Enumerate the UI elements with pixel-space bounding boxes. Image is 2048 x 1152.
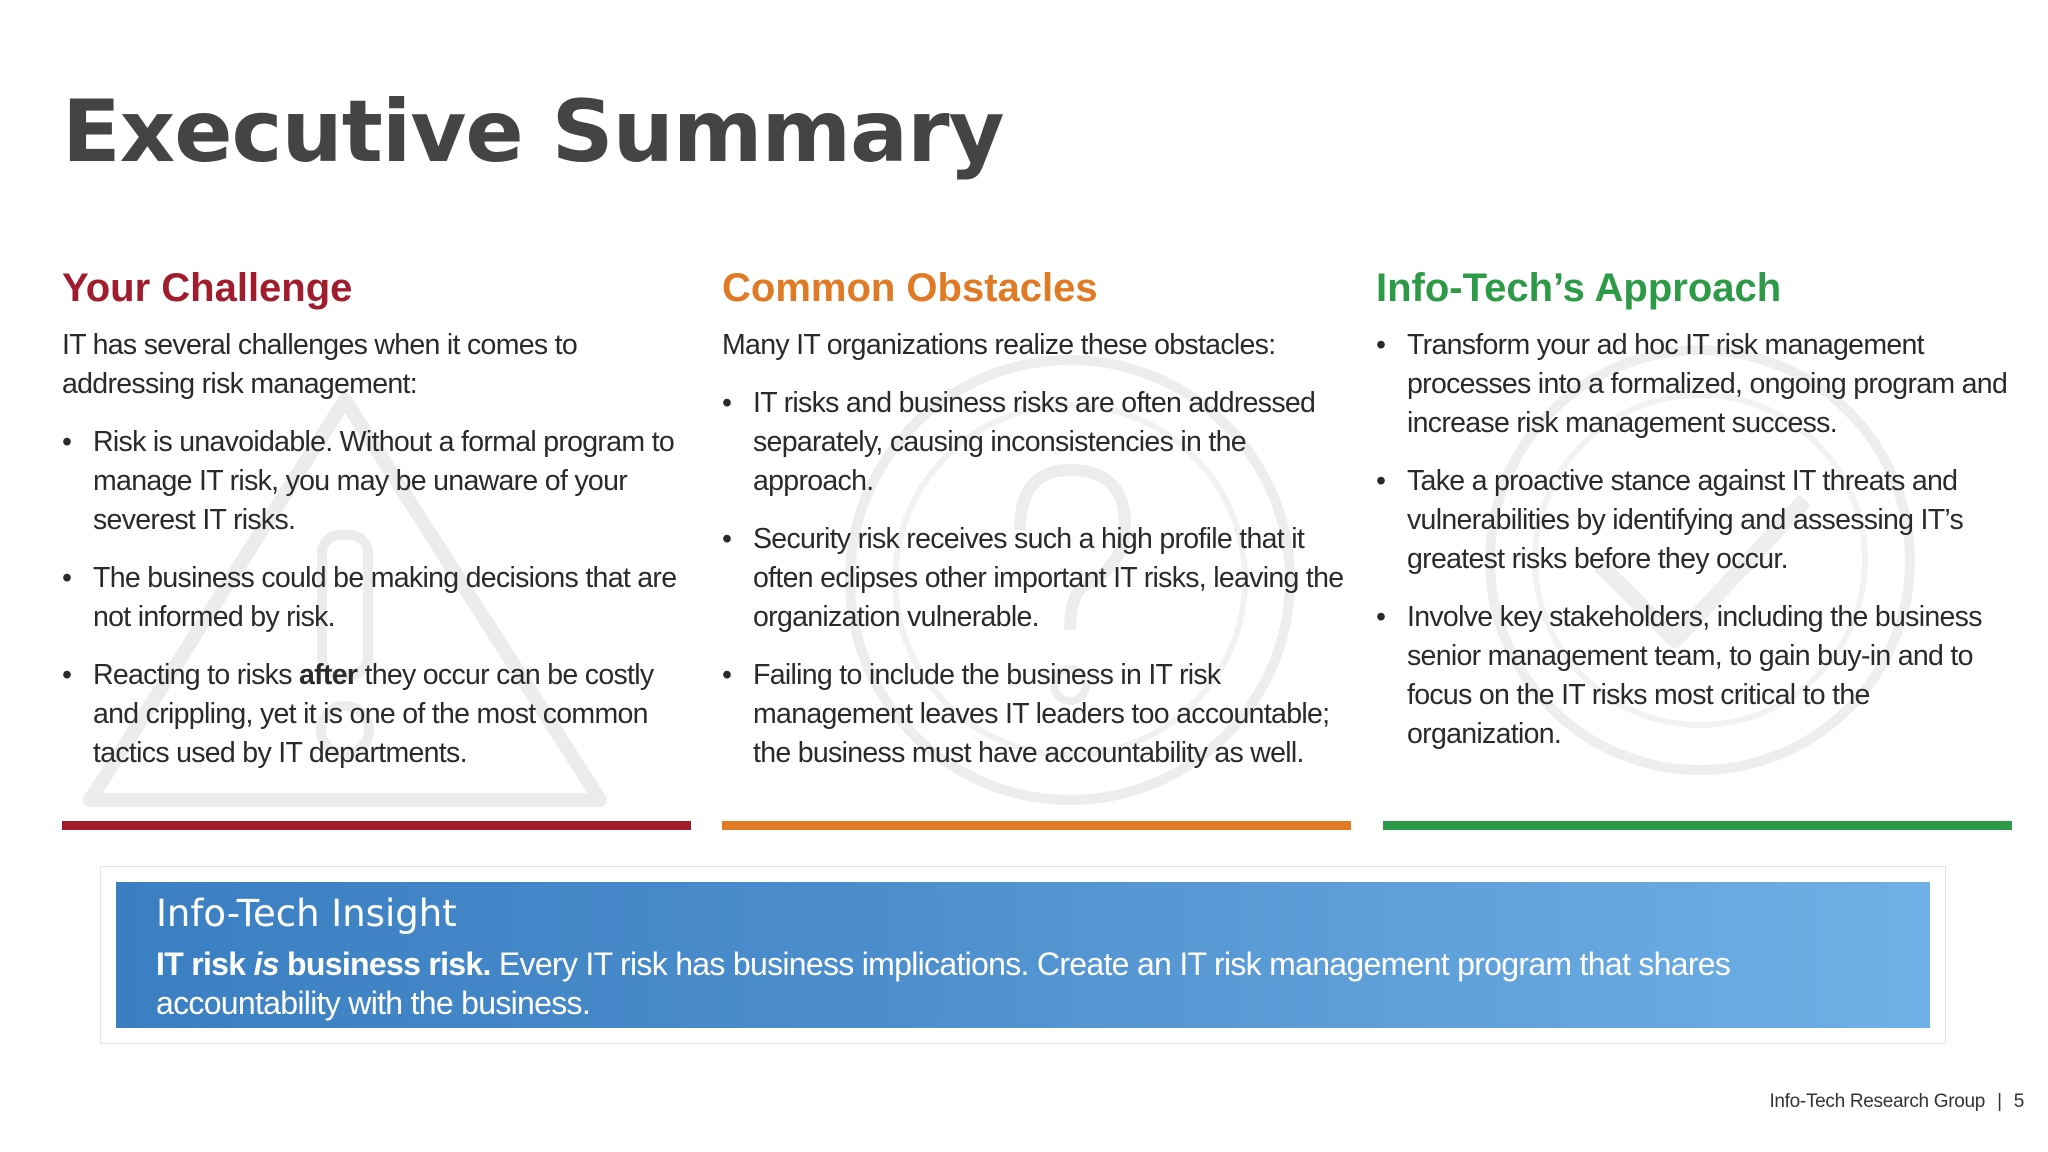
obstacles-divider: [722, 821, 1351, 830]
bullet-icon: •: [722, 387, 732, 419]
list-item-text: The business could be making decisions that are not informed by risk.: [93, 562, 677, 633]
challenge-column: [62, 262, 692, 792]
insight-lead-start: IT risk: [156, 946, 254, 982]
obstacles-list: [722, 384, 1352, 773]
footer-brand: Info-Tech Research Group: [1769, 1091, 1986, 1112]
bullet-icon: •: [722, 523, 732, 555]
list-item: [722, 520, 1352, 637]
list-item-text: Security risk receives such a high profile that it often eclipses other important IT risks, leaving the organization vulnerable.: [753, 523, 1344, 633]
list-item-text: Reacting to risks: [93, 659, 299, 691]
approach-column: [1376, 262, 2011, 773]
bullet-icon: •: [722, 659, 732, 691]
obstacles-heading: Common Obstacles: [722, 266, 1098, 310]
list-item: [62, 656, 692, 773]
approach-divider: [1383, 821, 2012, 830]
approach-list: [1376, 326, 2011, 754]
bullet-icon: •: [62, 426, 72, 458]
bullet-icon: •: [1376, 329, 1386, 361]
list-item: [62, 559, 692, 637]
bullet-icon: •: [1376, 465, 1386, 497]
insight-lead: [156, 946, 491, 982]
list-item-text-cont: they occur can be costly and crippling, yet it is one of the most common tactics used by IT departments.: [93, 659, 654, 769]
list-item-text: Failing to include the business in IT risk management leaves IT leaders too accountable; the business must have accountability as well.: [753, 659, 1330, 769]
insight-lead-end: business risk.: [278, 946, 491, 982]
list-item-text: Involve key stakeholders, including the business senior management team, to gain buy-in and to focus on the IT risks most critical to the organization.: [1407, 601, 1982, 750]
list-item-emphasis: after: [298, 659, 358, 691]
list-item: [1376, 462, 2011, 579]
page-number: 5: [2013, 1091, 2024, 1112]
bullet-icon: •: [1376, 601, 1386, 633]
challenge-intro: IT has several challenges when it comes to addressing risk management:: [62, 329, 578, 400]
footer-separator: |: [1997, 1091, 2002, 1112]
list-item-text: Transform your ad hoc IT risk management processes into a formalized, ongoing program and increase risk management success.: [1407, 329, 2008, 439]
list-item-text: IT risks and business risks are often addressed separately, causing inconsistencies in the approach.: [753, 387, 1316, 497]
approach-heading: Info-Tech’s Approach: [1376, 266, 1782, 310]
challenge-divider: [62, 821, 691, 830]
insight-title: Info-Tech Insight: [156, 892, 457, 935]
list-item-text: Take a proactive stance against IT threats and vulnerabilities by identifying and assessing IT’s greatest risks before they occur.: [1407, 465, 1964, 575]
obstacles-column: [722, 262, 1352, 792]
bullet-icon: •: [62, 659, 72, 691]
challenge-heading: Your Challenge: [62, 266, 353, 310]
list-item-text: Risk is unavoidable. Without a formal program to manage IT risk, you may be unaware of your severest IT risks.: [93, 426, 675, 536]
list-item: [722, 656, 1352, 773]
list-item: [1376, 326, 2011, 443]
challenge-list: [62, 423, 692, 773]
obstacles-intro: Many IT organizations realize these obstacles:: [722, 329, 1276, 361]
insight-panel: [116, 882, 1930, 1028]
list-item: [722, 384, 1352, 501]
bullet-icon: •: [62, 562, 72, 594]
list-item: [1376, 598, 2011, 754]
insight-lead-emphasis: is: [253, 946, 279, 982]
page-title: Executive Summary: [62, 82, 1004, 182]
footer: [1769, 1091, 2024, 1113]
insight-body: Every IT risk has business implications. Create an IT risk management program that shares accountability with the business.: [156, 946, 1731, 1021]
insight-text: [156, 945, 1890, 1023]
list-item: [62, 423, 692, 540]
